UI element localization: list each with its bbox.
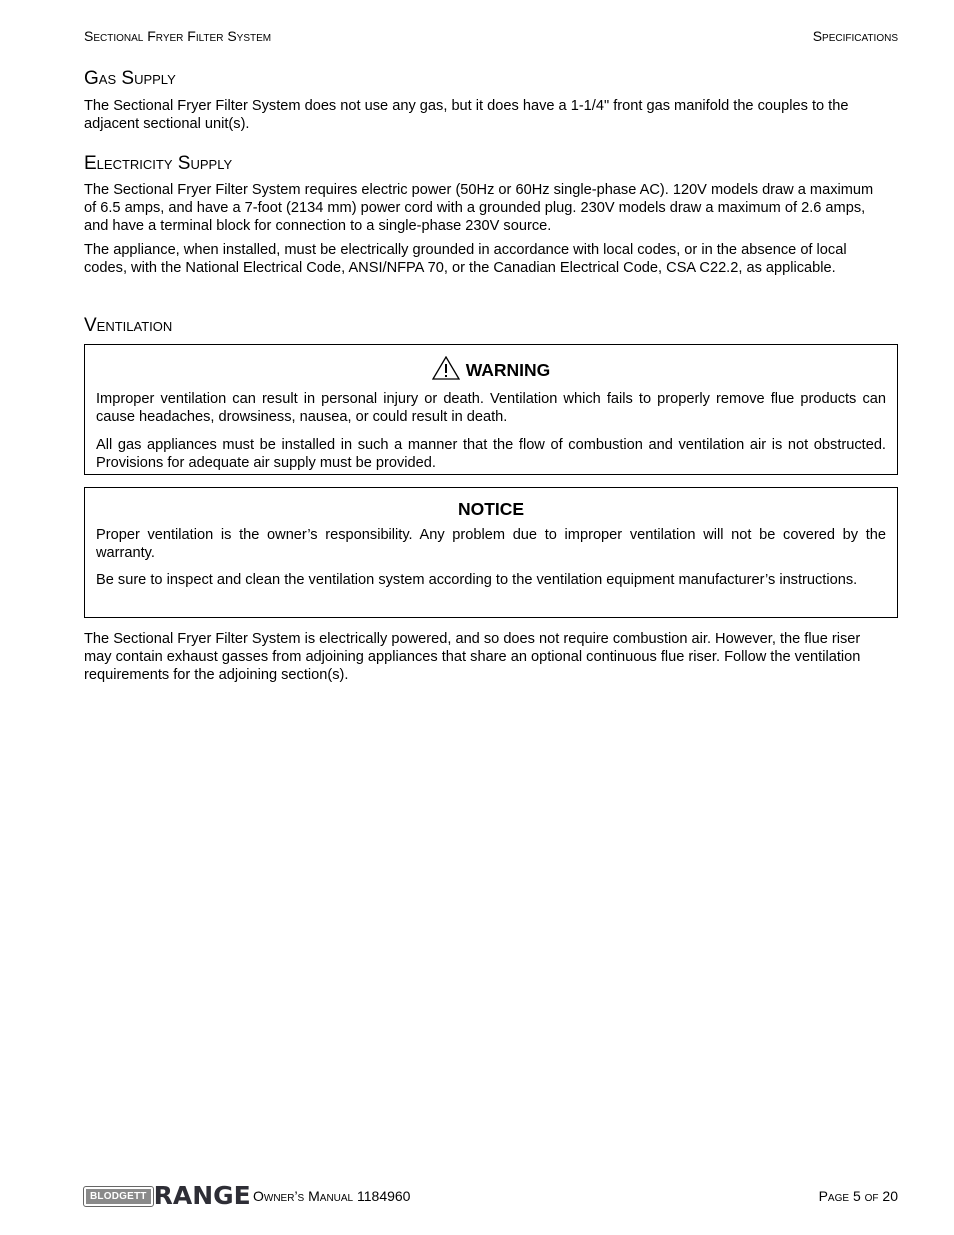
header-left: Sectional Fryer Filter System	[84, 28, 272, 44]
notice-title: NOTICE	[457, 499, 525, 519]
running-footer	[84, 1180, 898, 1210]
electricity-paragraph-2: The appliance, when installed, must be electrically grounded in accordance with local codes, or in the absence of local codes, with the National Electrical Code, ANSI/NFPA 70, or the Canadian Electrical Code, CSA C22.2, as applicable.	[84, 242, 847, 276]
page-number	[819, 1188, 898, 1204]
warning-heading	[85, 356, 897, 385]
running-header	[84, 28, 898, 44]
warning-title: WARNING	[465, 360, 551, 380]
notice-paragraph-1: Proper ventilation is the owner’s responsibility. Any problem due to improper ventilation will not be covered by the warranty.	[96, 527, 886, 561]
notice-paragraph-2: Be sure to inspect and clean the ventilation system according to the ventilation equipment manufacturer’s instructions.	[96, 572, 858, 588]
notice-box	[84, 487, 898, 618]
ventilation-paragraph: The Sectional Fryer Filter System is electrically powered, and so does not require combustion air. However, the flue riser may contain exhaust gasses from adjoining appliances that share an optional continuous flue riser. Follow the ventilation requirements for the adjoining section(s).	[84, 631, 861, 683]
logo-badge: BLODGETT	[84, 1187, 153, 1206]
blodgett-range-logo	[84, 1183, 251, 1209]
section-title-electricity-supply: Electricity Supply	[84, 153, 233, 174]
warning-paragraph-2: All gas appliances must be installed in such a manner that the flow of combustion and ventilation air is not obstructed. Provisions for adequate air supply must be provided.	[96, 437, 886, 471]
page-current: 5	[852, 1188, 861, 1204]
header-right: Specifications	[812, 28, 898, 44]
warning-box	[84, 344, 898, 475]
warning-triangle-icon	[432, 356, 460, 385]
section-title-gas-supply: Gas Supply	[84, 68, 176, 89]
warning-paragraph-1: Improper ventilation can result in personal injury or death. Ventilation which fails to properly remove flue products can cause headaches, drowsiness, nausea, or could result in death.	[96, 391, 886, 425]
manual-reference: Owner’s Manual 1184960	[253, 1188, 411, 1204]
electricity-paragraph-1: The Sectional Fryer Filter System requires electric power (50Hz or 60Hz single-phase AC). 120V models draw a maximum of 6.5 amps, and have a 7-foot (2134 mm) power cord with a grounded plug. 230V models draw a maximum of 2.6 amps, and have a terminal block for connection to a single-phase 230V source.	[84, 182, 874, 234]
page-total: 20	[882, 1188, 898, 1204]
page-label: Page	[818, 1188, 850, 1204]
logo-wordmark: RANGE	[153, 1181, 251, 1210]
section-title-ventilation: Ventilation	[84, 315, 173, 336]
notice-heading	[85, 499, 897, 520]
gas-supply-paragraph: The Sectional Fryer Filter System does not use any gas, but it does have a 1-1/4" front gas manifold the couples to the adjacent sectional unit(s).	[84, 98, 849, 132]
page-of-label: of	[864, 1188, 879, 1204]
